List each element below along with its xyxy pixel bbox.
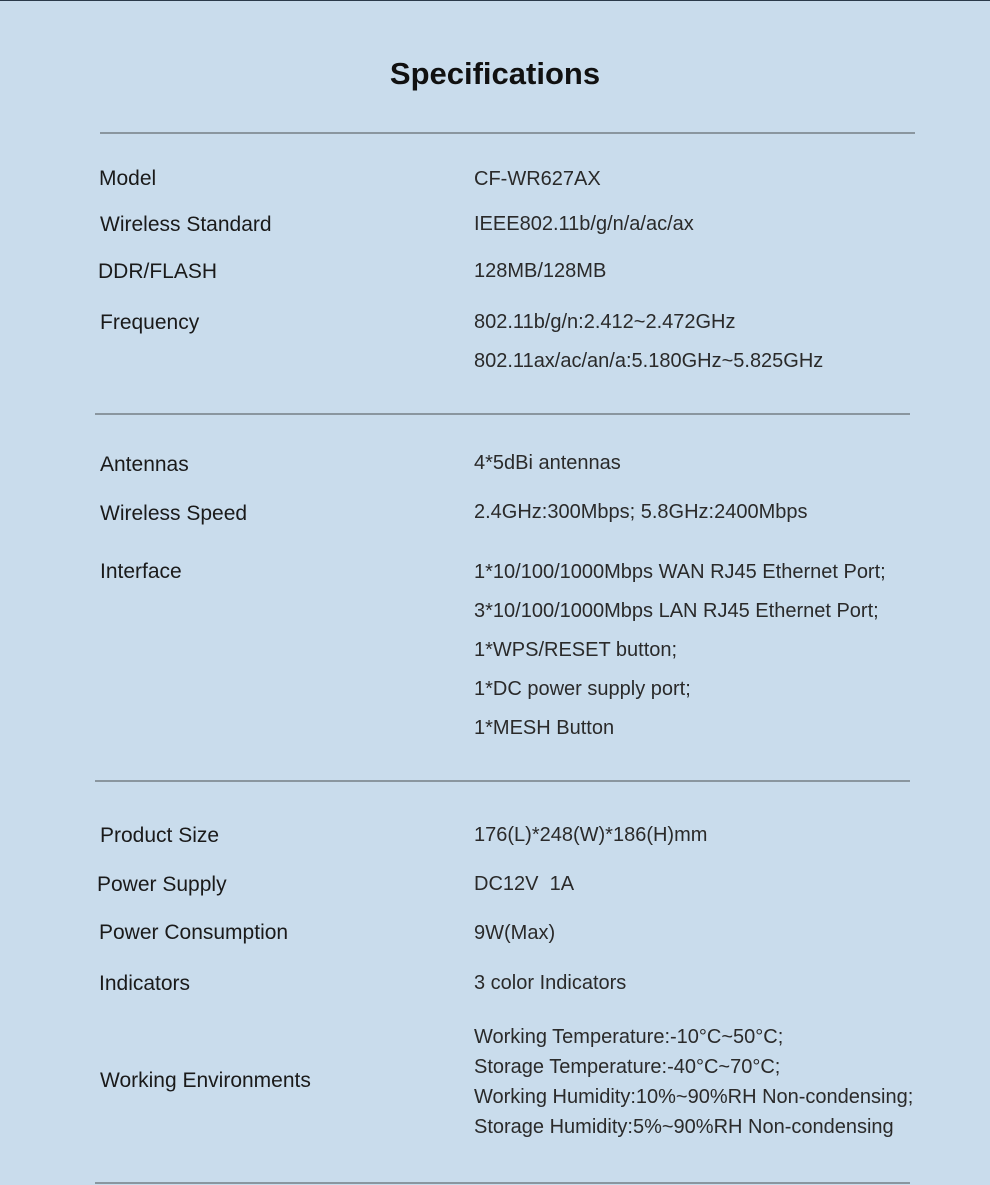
spec-label-ddr-flash: DDR/FLASH [98,260,218,283]
spec-value-line: 802.11b/g/n:2.412~2.472GHz [474,311,736,333]
page-title: Specifications [389,56,601,91]
divider [95,1182,910,1184]
spec-value-line: Working Humidity:10%~90%RH Non-condensing; [474,1086,914,1108]
spec-value-interface [474,553,886,748]
spec-label-indicators: Indicators [99,972,191,995]
spec-value-ddr-flash: 128MB/128MB [474,260,607,282]
spec-label-interface: Interface [100,560,182,583]
spec-value-line: Storage Temperature:-40°C~70°C; [474,1056,781,1078]
spec-value-frequency [474,303,823,381]
spec-value-power-consumption: 9W(Max) [474,922,556,944]
spec-value-line: 3*10/100/1000Mbps LAN RJ45 Ethernet Port; [474,600,879,622]
spec-value-line: 1*WPS/RESET button; [474,639,678,661]
spec-value-line: 1*10/100/1000Mbps WAN RJ45 Ethernet Port; [474,561,886,583]
spec-value-product-size: 176(L)*248(W)*186(H)mm [474,824,708,846]
spec-value-indicators: 3 color Indicators [474,972,627,994]
spec-label-antennas: Antennas [100,453,189,476]
spec-value-wireless-speed: 2.4GHz:300Mbps; 5.8GHz:2400Mbps [474,501,808,523]
spec-value-line: 802.11ax/ac/an/a:5.180GHz~5.825GHz [474,350,824,372]
spec-label-frequency: Frequency [100,311,200,334]
spec-value-line: 1*MESH Button [474,717,615,739]
spec-label-working-environments: Working Environments [100,1069,311,1092]
top-border [0,0,990,1]
spec-label-wireless-standard: Wireless Standard [100,213,272,236]
spec-value-wireless-standard: IEEE802.11b/g/n/a/ac/ax [474,213,694,235]
divider [95,413,910,415]
spec-value-working-environments [474,1022,913,1142]
spec-label-power-consumption: Power Consumption [99,921,289,944]
spec-label-model: Model [99,167,157,190]
divider [95,780,910,782]
spec-label-product-size: Product Size [100,824,220,847]
spec-value-model: CF-WR627AX [474,168,601,190]
spec-value-antennas: 4*5dBi antennas [474,452,621,474]
spec-value-line: Storage Humidity:5%~90%RH Non-condensing [474,1116,894,1138]
spec-value-line: 1*DC power supply port; [474,678,691,700]
spec-label-wireless-speed: Wireless Speed [100,502,248,525]
spec-value-line: Working Temperature:-10°C~50°C; [474,1026,784,1048]
spec-value-power-supply: DC12V 1A [474,873,575,895]
spec-label-power-supply: Power Supply [97,873,227,896]
divider [100,132,915,134]
